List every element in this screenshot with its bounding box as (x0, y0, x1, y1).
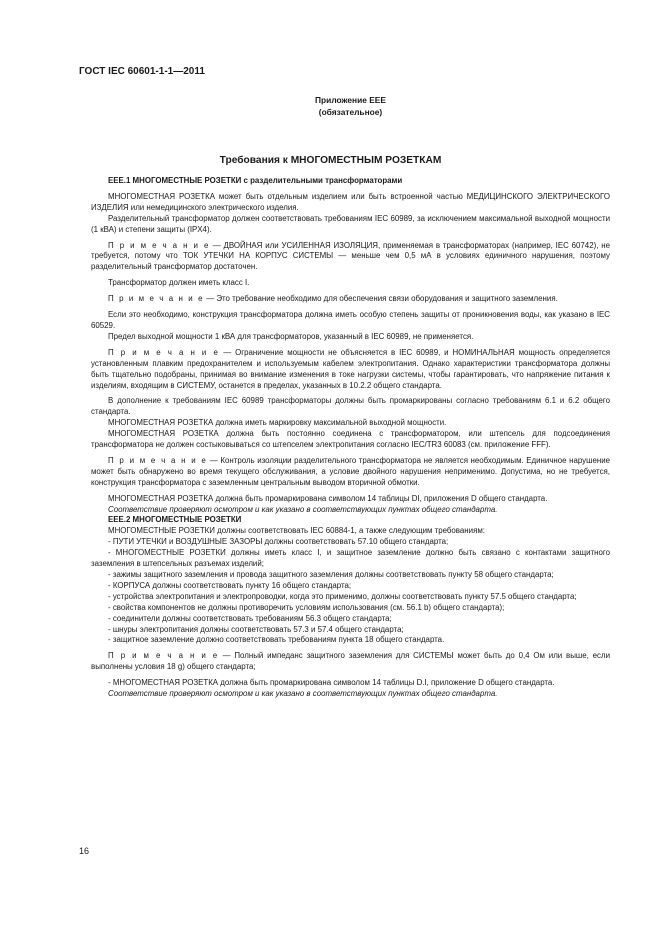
note-label: П р и м е ч а н и е (108, 455, 208, 465)
note-label: П р и м е ч а н и е (108, 294, 205, 304)
annex-body (91, 176, 610, 700)
note-label: П р и м е ч а н и е (108, 347, 220, 357)
section-heading: ЕЕЕ.2 МНОГОМЕСТНЫЕ РОЗЕТКИ (108, 515, 242, 525)
note (91, 294, 610, 305)
annex-label: Приложение ЕЕЕ (315, 95, 386, 105)
list-item: - зажимы защитного заземления и провода защитного заземления должны соответствовать пункту 58 общего стандарта; (108, 570, 554, 579)
compliance-check: Соответствие проверяют осмотром и как указано в соответствующих пунктах общего стандарта. (108, 689, 498, 699)
list-item: - соединители должны соответствовать требованиям 56.3 общего стандарта; (108, 613, 392, 623)
compliance-check: Соответствие проверяют осмотром и как указано в соответствующих пунктах общего стандарта. (108, 504, 498, 514)
list-item: - шнуры электропитания должны соответствовать 57.3 и 57.4 общего стандарта; (108, 624, 404, 634)
standard-header: ГОСТ IEC 60601-1-1—2011 (79, 66, 205, 77)
paragraph: Трансформатор должен иметь класс I. (108, 278, 250, 288)
annex-title: Требования к МНОГОМЕСТНЫМ РОЗЕТКАМ (219, 155, 442, 166)
paragraph: МНОГОМЕСТНАЯ РОЗЕТКА должна иметь маркировку максимальной выходной мощности. (108, 418, 447, 428)
page-number: 16 (79, 846, 90, 856)
note-label: П р и м е ч а н и е (108, 240, 210, 250)
list-item: - МНОГОМЕСТНАЯ РОЗЕТКА должна быть промаркирована символом 14 таблицы D.I, приложение D общего стандарта. (108, 678, 555, 688)
paragraph: МНОГОМЕСТНЫЕ РОЗЕТКИ должны соответствовать IEC 60884-1, а также следующим требованиям: (108, 526, 485, 536)
note (91, 651, 610, 673)
list-item: - ПУТИ УТЕЧКИ и ВОЗДУШНЫЕ ЗАЗОРЫ должны соответствовать 57.10 общего стандарта; (108, 537, 449, 547)
note-text: — Это требование необходимо для обеспечения связи оборудования и защитного заземления. (204, 294, 558, 304)
paragraph: Если это необходимо, конструкция трансформатора должна иметь особую степень защиты от проникновения воды, как указано в IEC 60529. (91, 310, 610, 330)
note (91, 456, 610, 489)
note (91, 241, 610, 274)
paragraph: МНОГОМЕСТНАЯ РОЗЕТКА должна быть постоянно соединена с трансформатором, или штепсель для подсоединения трансформатора не должен состыковываться со штепселем электропитания согласно IEC/TR3 60083 (см. приложение FFF). (91, 429, 610, 450)
list-item: - защитное заземление должно соответствовать требованиям пункта 18 общего стандарта. (108, 635, 445, 645)
note (91, 348, 610, 392)
paragraph: МНОГОМЕСТНАЯ РОЗЕТКА может быть отдельным изделием или быть встроенной частью МЕДИЦИНСКОГО ЭЛЕКТРИЧЕСКОГО ИЗДЕЛИЯ или немедицинского электрического изделия. (91, 191, 610, 212)
note-text: — Полный импеданс защитного заземления для СИСТЕМЫ может быть до 0,4 Ом или выше, если выполнены условия 18 g) общего стандарта; (91, 651, 610, 672)
list-item: - МНОГОМЕСТНЫЕ РОЗЕТКИ должны иметь класс I, и защитное заземление должно быть связано с контактами защитного заземления в штепсельных разъемах изделий; (91, 548, 610, 569)
paragraph: МНОГОМЕСТНАЯ РОЗЕТКА должна быть промаркирована символом 14 таблицы DI, приложения D общего стандарта. (108, 493, 548, 503)
note-text: — ДВОЙНАЯ или УСИЛЕННАЯ ИЗОЛЯЦИЯ, применяемая в трансформаторах (например, IEC 60742), не требуется, потому что ТОК УТЕЧКИ НА КОРПУС СИСТЕМЫ — меньше чем 0,5 мА в условиях единичного нарушения, поэтому разделительный трансформатор достаточен. (91, 240, 610, 272)
paragraph: В дополнение к требованиям IEC 60989 трансформаторы должны быть промаркированы согласно требованиям 6.1 и 6.2 общего стандарта. (91, 396, 610, 417)
note-label: П р и м е ч а н и е (108, 651, 219, 661)
list-item: - КОРПУСА должны соответствовать пункту 16 общего стандарта; (108, 580, 352, 590)
list-item: - устройства электропитания и электропроводки, когда это применимо, должны соответствовать пункту 57.5 общего стандарта; (108, 591, 577, 601)
section-heading: ЕЕЕ.1 МНОГОМЕСТНЫЕ РОЗЕТКИ с разделительными трансформаторами (108, 176, 403, 185)
annex-status: (обязательное) (318, 107, 383, 117)
paragraph: Разделительный трансформатор должен соответствовать требованиям IEC 60989, за исключением максимальной выходной мощности (1 кВА) и степени защиты (IPX4). (91, 213, 610, 234)
list-item: - свойства компонентов не должны противоречить условиям использования (см. 56.1 b) общего стандарта); (108, 602, 505, 612)
note-text: — Контроль изоляции разделительного трансформатора не является необходимым. Единичное нарушение может быть обнаружено во время текущего обслуживания, а условие двойного нарушения неприменимо. Допустима, но не требуется, конструкция трансформатора с заземленным центральным выводом вторичной обмотки. (91, 455, 610, 487)
paragraph: Предел выходной мощности 1 кВА для трансформаторов, указанный в IEC 60989, не применяется. (108, 331, 474, 341)
note-text: — Ограничение мощности не объясняется в IEC 60989, и НОМИНАЛЬНАЯ мощность определяется установленным плавким предохранителем и используемым кабелем электропитания. Однако характеристики трансформатора должны быть тщательно подобраны, принимая во внимание изменения в токе нагрузки системы, чтобы гарантировать, что напряжение питания к изделиям, входящим в СИСТЕМУ, останется в пределах, указанных в 10.2.2 общего стандарта. (91, 347, 610, 390)
